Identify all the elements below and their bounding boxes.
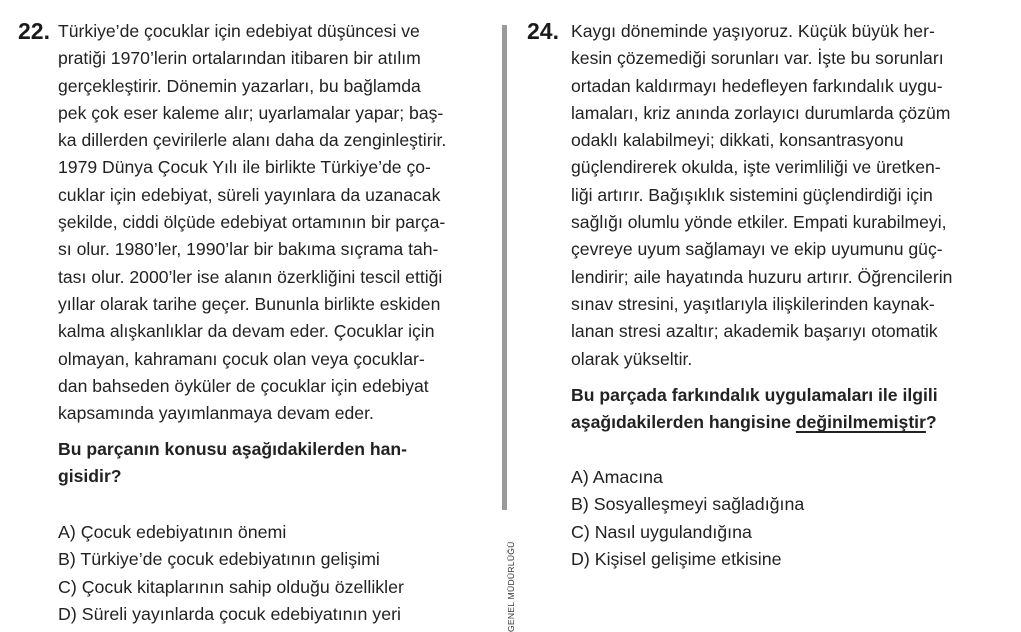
option-c[interactable]: C) Çocuk kitaplarının sahip olduğu özellikler [58,576,404,597]
question-22-prompt [58,436,407,491]
prompt-line: gisidir? [58,466,122,487]
passage-line: yıllar olarak tarihe geçer. Bununla birlikte eskiden [58,293,441,314]
question-number-22: 22. [18,18,50,44]
prompt-line [571,409,938,436]
passage-line: güçlendirerek okulda, işte verimliliği ve üretken- [571,157,941,178]
passage-line: ka dillerden çevirilerle alanı daha da zenginleştirir. [58,130,447,151]
passage-line: odaklı kalabilmeyi; dikkati, konsantrasyonu [571,130,904,151]
passage-line: liği artırır. Bağışıklık sistemini güçlendirdiği için [571,184,933,205]
option-a[interactable]: A) Çocuk edebiyatının önemi [58,522,287,542]
column-divider [502,25,507,510]
passage-line: sınav stresini, yaşıtlarıyla ilişkilerinden kaynak- [571,293,935,314]
passage-line: gerçekleştirir. Dönemin yazarları, bu bağlamda [58,75,421,96]
option-d[interactable]: D) Kişisel gelişime etkisine [571,548,782,569]
question-22-options [58,519,404,628]
passage-line: kesin çözemediği sorunları var. İşte bu sorunları [571,48,944,69]
question-number-24: 24. [527,18,559,44]
passage-line: lamaları, kriz anında zorlayıcı durumlarda çözüm [571,102,951,123]
question-22-passage [58,18,446,427]
passage-line: Kaygı döneminde yaşıyoruz. Küçük büyük her- [571,21,935,41]
question-24-prompt [571,382,938,437]
passage-line: sağlığı olumlu yönde etkiler. Empati kurabilmeyi, [571,212,947,233]
passage-line: kapsamında yayımlanmaya devam eder. [58,403,374,424]
passage-line: çevreye uyum sağlamayı ve ekip uyumunu güç- [571,239,943,260]
prompt-prefix: aşağıdakilerden hangisine [571,412,796,433]
passage-line: kalma alışkanlıklar da devam eder. Çocuklar için [58,321,435,342]
passage-line: sı olur. 1980’ler, 1990’lar bir bakıma sıçrama tah- [58,239,439,260]
prompt-line: Bu parçada farkındalık uygulamaları ile ilgili [571,385,938,405]
passage-line: Türkiye’de çocuklar için edebiyat düşüncesi ve [58,21,420,41]
passage-line: 1979 Dünya Çocuk Yılı ile birlikte Türkiye’de ço- [58,157,431,178]
prompt-emphasis: değinilmemiştir [795,412,926,433]
passage-line: cuklar için edebiyat, süreli yayınlara da uzanacak [58,184,441,205]
passage-line: lendirir; aile hayatında huzuru artırır. Öğrencilerin [571,266,953,287]
margin-text [500,520,514,632]
option-d[interactable]: D) Süreli yayınlarda çocuk edebiyatının yeri [58,603,401,624]
option-b[interactable]: B) Türkiye’de çocuk edebiyatının gelişimi [58,549,380,570]
option-a[interactable]: A) Amacına [571,467,663,487]
question-24-options [571,464,804,573]
passage-line: lanan stresi azaltır; akademik başarıyı otomatik [571,321,938,342]
passage-line: pek çok eser kaleme alır; uyarlamalar yapar; baş- [58,102,444,123]
question-24-passage [571,18,952,373]
option-c[interactable]: C) Nasıl uygulandığına [571,521,752,542]
passage-line: ortadan kaldırmayı hedefleyen farkındalık uygu- [571,75,943,96]
passage-line: pratiği 1970’lerin ortalarından itibaren bir atılım [58,48,421,69]
prompt-line: Bu parçanın konusu aşağıdakilerden han- [58,439,408,459]
passage-line: şekilde, ciddi ölçüde edebiyat ortamının bir parça- [58,212,446,233]
margin-text-label: GENEL MÜDÜRLÜĞÜ [506,541,516,632]
option-b[interactable]: B) Sosyalleşmeyi sağladığına [571,494,805,515]
prompt-suffix: ? [925,412,937,433]
passage-line: olarak yükseltir. [571,348,693,369]
passage-line: olmayan, kahramanı çocuk olan veya çocuklar- [58,348,425,369]
passage-line: tası olur. 2000’ler ise alanın özerkliğini tescil ettiği [58,266,443,287]
passage-line: dan bahseden öyküler de çocuklar için edebiyat [58,375,429,396]
